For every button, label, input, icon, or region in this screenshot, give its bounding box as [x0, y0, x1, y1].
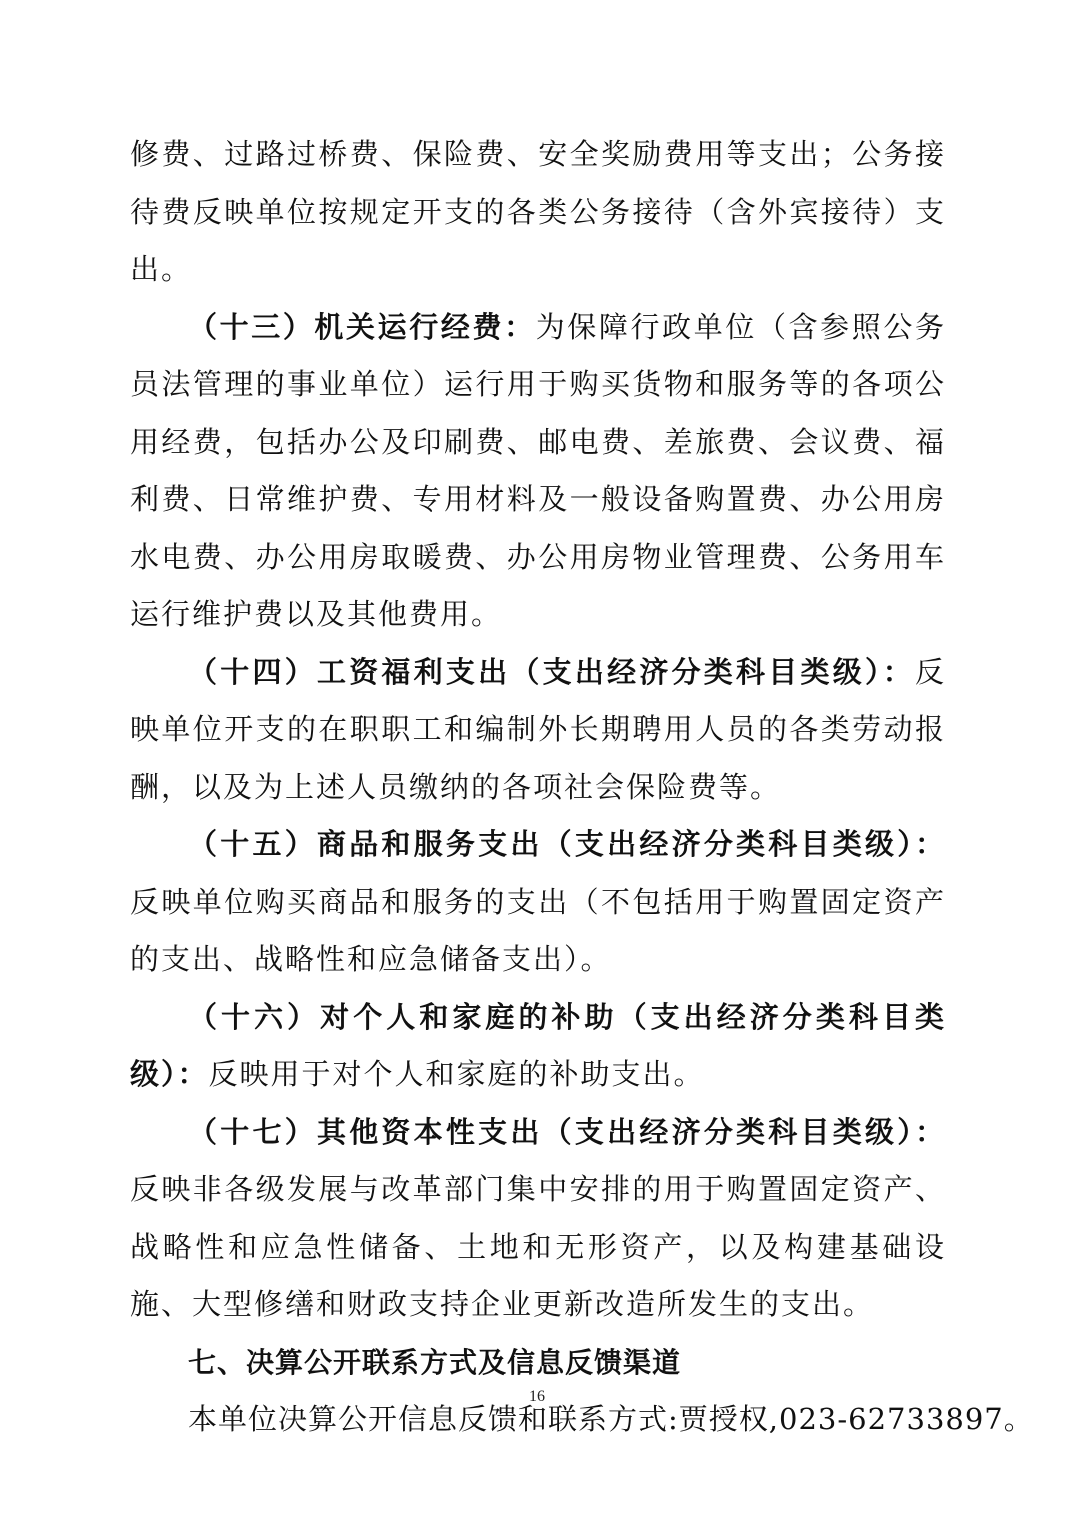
item-heading: （十六）对个人和家庭的补助（支出经济分类科目类级）： [130, 999, 946, 1091]
document-page [130, 126, 1034, 1449]
paragraph-body: 反映单位开支的在职职工和编制外长期聘用人员的各类劳动报酬，以及为上述人员缴纳的各项社会保险费等。 [130, 654, 946, 804]
paragraph-item-13 [130, 299, 946, 644]
section-title: 七、决算公开联系方式及信息反馈渠道 [188, 1345, 682, 1379]
paragraph-body: 为保障行政单位（含参照公务员法管理的事业单位）运行用于购买货物和服务等的各项公用经费，包括办公及印刷费、邮电费、差旅费、会议费、福利费、日常维护费、专用材料及一般设备购置费、办公用房水电费、办公用房取暖费、办公用房物业管理费、公务用车运行维护费以及其他费用。 [130, 309, 946, 631]
paragraph-item-14 [130, 644, 946, 817]
paragraph-body: 修费、过路过桥费、保险费、安全奖励费用等支出；公务接待费反映单位按规定开支的各类公务接待（含外宾接待）支出。 [130, 137, 946, 286]
paragraph-item-15 [130, 816, 946, 989]
item-heading: （十五）商品和服务支出（支出经济分类科目类级）： [188, 827, 946, 861]
paragraph-body: 反映非各级发展与改革部门集中安排的用于购置固定资产、战略性和应急性储备、土地和无形资产，以及构建基础设施、大型修缮和财政支持企业更新改造所发生的支出。 [130, 1172, 946, 1321]
item-heading: （十七）其他资本性支出（支出经济分类科目类级）： [188, 1114, 946, 1149]
paragraph-item-17 [130, 1104, 946, 1334]
item-heading: （十三）机关运行经费： [188, 309, 536, 344]
page-number: 16 [529, 1388, 545, 1405]
contact-info: 本单位决算公开信息反馈和联系方式:贾授权,023-62733897。 [188, 1402, 1034, 1436]
paragraph-body: 反映用于对个人和家庭的补助支出。 [208, 1057, 705, 1091]
item-heading: （十四）工资福利支出（支出经济分类科目类级）： [188, 654, 915, 689]
paragraph-body: 反映单位购买商品和服务的支出（不包括用于购置固定资产的支出、战略性和应急储备支出）。 [130, 884, 946, 976]
paragraph-item-16 [130, 989, 946, 1104]
paragraph-continuation [130, 126, 946, 299]
